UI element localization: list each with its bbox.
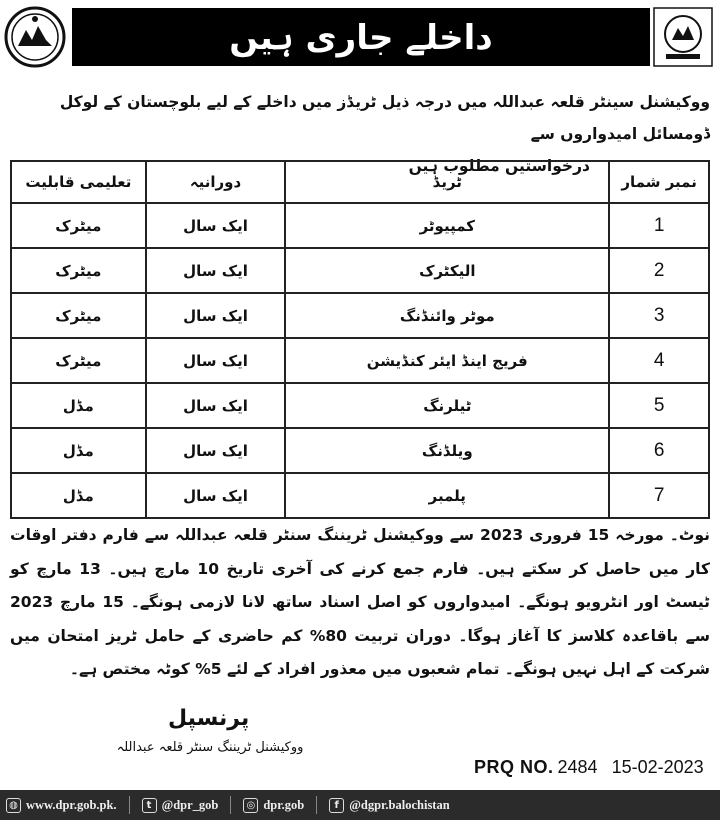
row-qualification: مڈل — [11, 473, 146, 518]
row-number: 5 — [609, 383, 709, 428]
header-qualification: تعلیمی قابلیت — [11, 161, 146, 203]
footer-twitter-text: @dpr_gob — [161, 797, 219, 812]
principal-title: پرنسپل — [168, 706, 250, 731]
table-row — [11, 383, 709, 428]
footer-facebook-text: @dgpr.balochistan — [349, 797, 450, 812]
header-duration: دورانیہ — [146, 161, 286, 203]
row-duration: ایک سال — [146, 248, 286, 293]
table-row — [11, 473, 709, 518]
footer-bar — [0, 790, 720, 820]
table-row — [11, 248, 709, 293]
row-duration: ایک سال — [146, 473, 286, 518]
footer-website-text: www.dpr.gob.pk. — [26, 797, 117, 812]
table-row — [11, 293, 709, 338]
row-qualification: میٹرک — [11, 338, 146, 383]
trades-table — [10, 160, 710, 519]
row-duration: ایک سال — [146, 428, 286, 473]
dpr-balochistan-logo-icon — [652, 6, 714, 68]
note-paragraph: نوٹ۔ مورخہ 15 فروری 2023 سے ووکیشنل ٹریننگ سنٹر قلعہ عبداللہ سے فارم دفتر اوقات کار میں حاصل کر سکتے ہیں۔ فارم جمع کرنے کی آخری تاریخ 10 مارچ ہیں۔ 13 مارچ کو ٹیسٹ اور انٹرویو ہونگے۔ امیدواروں کو اصل اسناد ساتھ لانا لازمی ہونگے۔ 15 مارچ 2023 سے باقاعدہ کلاسز کا آغاز ہوگا۔ دوران تربیت 80% کم حاضری کے حامل ٹریز امتحان میں شرکت کے اہل نہیں ہونگے۔ تمام شعبوں میں معذور افراد کے لئے 5% کوٹہ مختص ہے۔ — [10, 526, 710, 678]
row-qualification: میٹرک — [11, 203, 146, 248]
row-trade: کمپیوٹر — [285, 203, 609, 248]
table-row — [11, 203, 709, 248]
header-number: نمبر شمار — [609, 161, 709, 203]
row-qualification: مڈل — [11, 428, 146, 473]
row-number: 2 — [609, 248, 709, 293]
prq-label: PRQ NO. — [474, 757, 554, 777]
page-title: داخلے جاری ہیں — [72, 8, 650, 66]
row-trade: ٹیلرنگ — [285, 383, 609, 428]
globe-icon: ◍ — [6, 798, 21, 813]
row-number: 1 — [609, 203, 709, 248]
intro-line-1: ووکیشنل سینٹر قلعہ عبداللہ میں درجہ ذیل ٹریڈز میں داخلے کے لیے بلوچستان کے لوکل ڈومسائل امیدواروں سے — [59, 93, 710, 143]
row-qualification: مڈل — [11, 383, 146, 428]
footer-website[interactable] — [6, 798, 117, 813]
row-trade: ویلڈنگ — [285, 428, 609, 473]
intro-line-2: درخواستیں مطلوب ہیں — [408, 157, 590, 175]
footer-instagram-text: dpr.gob — [263, 797, 305, 812]
footer-divider — [129, 796, 130, 814]
row-number: 6 — [609, 428, 709, 473]
footer-divider — [316, 796, 317, 814]
prq-reference — [474, 757, 704, 778]
row-duration: ایک سال — [146, 338, 286, 383]
row-duration: ایک سال — [146, 383, 286, 428]
footer-twitter[interactable] — [142, 798, 219, 813]
row-trade: موٹر وائنڈنگ — [285, 293, 609, 338]
twitter-icon: t — [142, 798, 157, 813]
row-qualification: میٹرک — [11, 293, 146, 338]
prq-date: 15-02-2023 — [611, 757, 704, 777]
table-row — [11, 338, 709, 383]
facebook-icon: f — [329, 798, 344, 813]
footer-divider — [230, 796, 231, 814]
table-row — [11, 428, 709, 473]
row-number: 3 — [609, 293, 709, 338]
row-duration: ایک سال — [146, 203, 286, 248]
row-qualification: میٹرک — [11, 248, 146, 293]
instagram-icon: ◎ — [243, 798, 258, 813]
row-number: 7 — [609, 473, 709, 518]
prq-number: 2484 — [557, 757, 598, 777]
row-trade: فریج اینڈ ایئر کنڈیشن — [285, 338, 609, 383]
row-trade: الیکٹرک — [285, 248, 609, 293]
balochistan-emblem-icon — [4, 6, 66, 68]
center-name: ووکیشنل ٹریننگ سنٹر قلعہ عبداللہ — [116, 740, 304, 755]
row-number: 4 — [609, 338, 709, 383]
row-duration: ایک سال — [146, 293, 286, 338]
header-trade: ٹریڈ — [285, 161, 609, 203]
row-trade: پلمبر — [285, 473, 609, 518]
table-header-row — [11, 161, 709, 203]
footer-facebook[interactable] — [329, 798, 449, 813]
footer-instagram[interactable] — [243, 798, 304, 813]
